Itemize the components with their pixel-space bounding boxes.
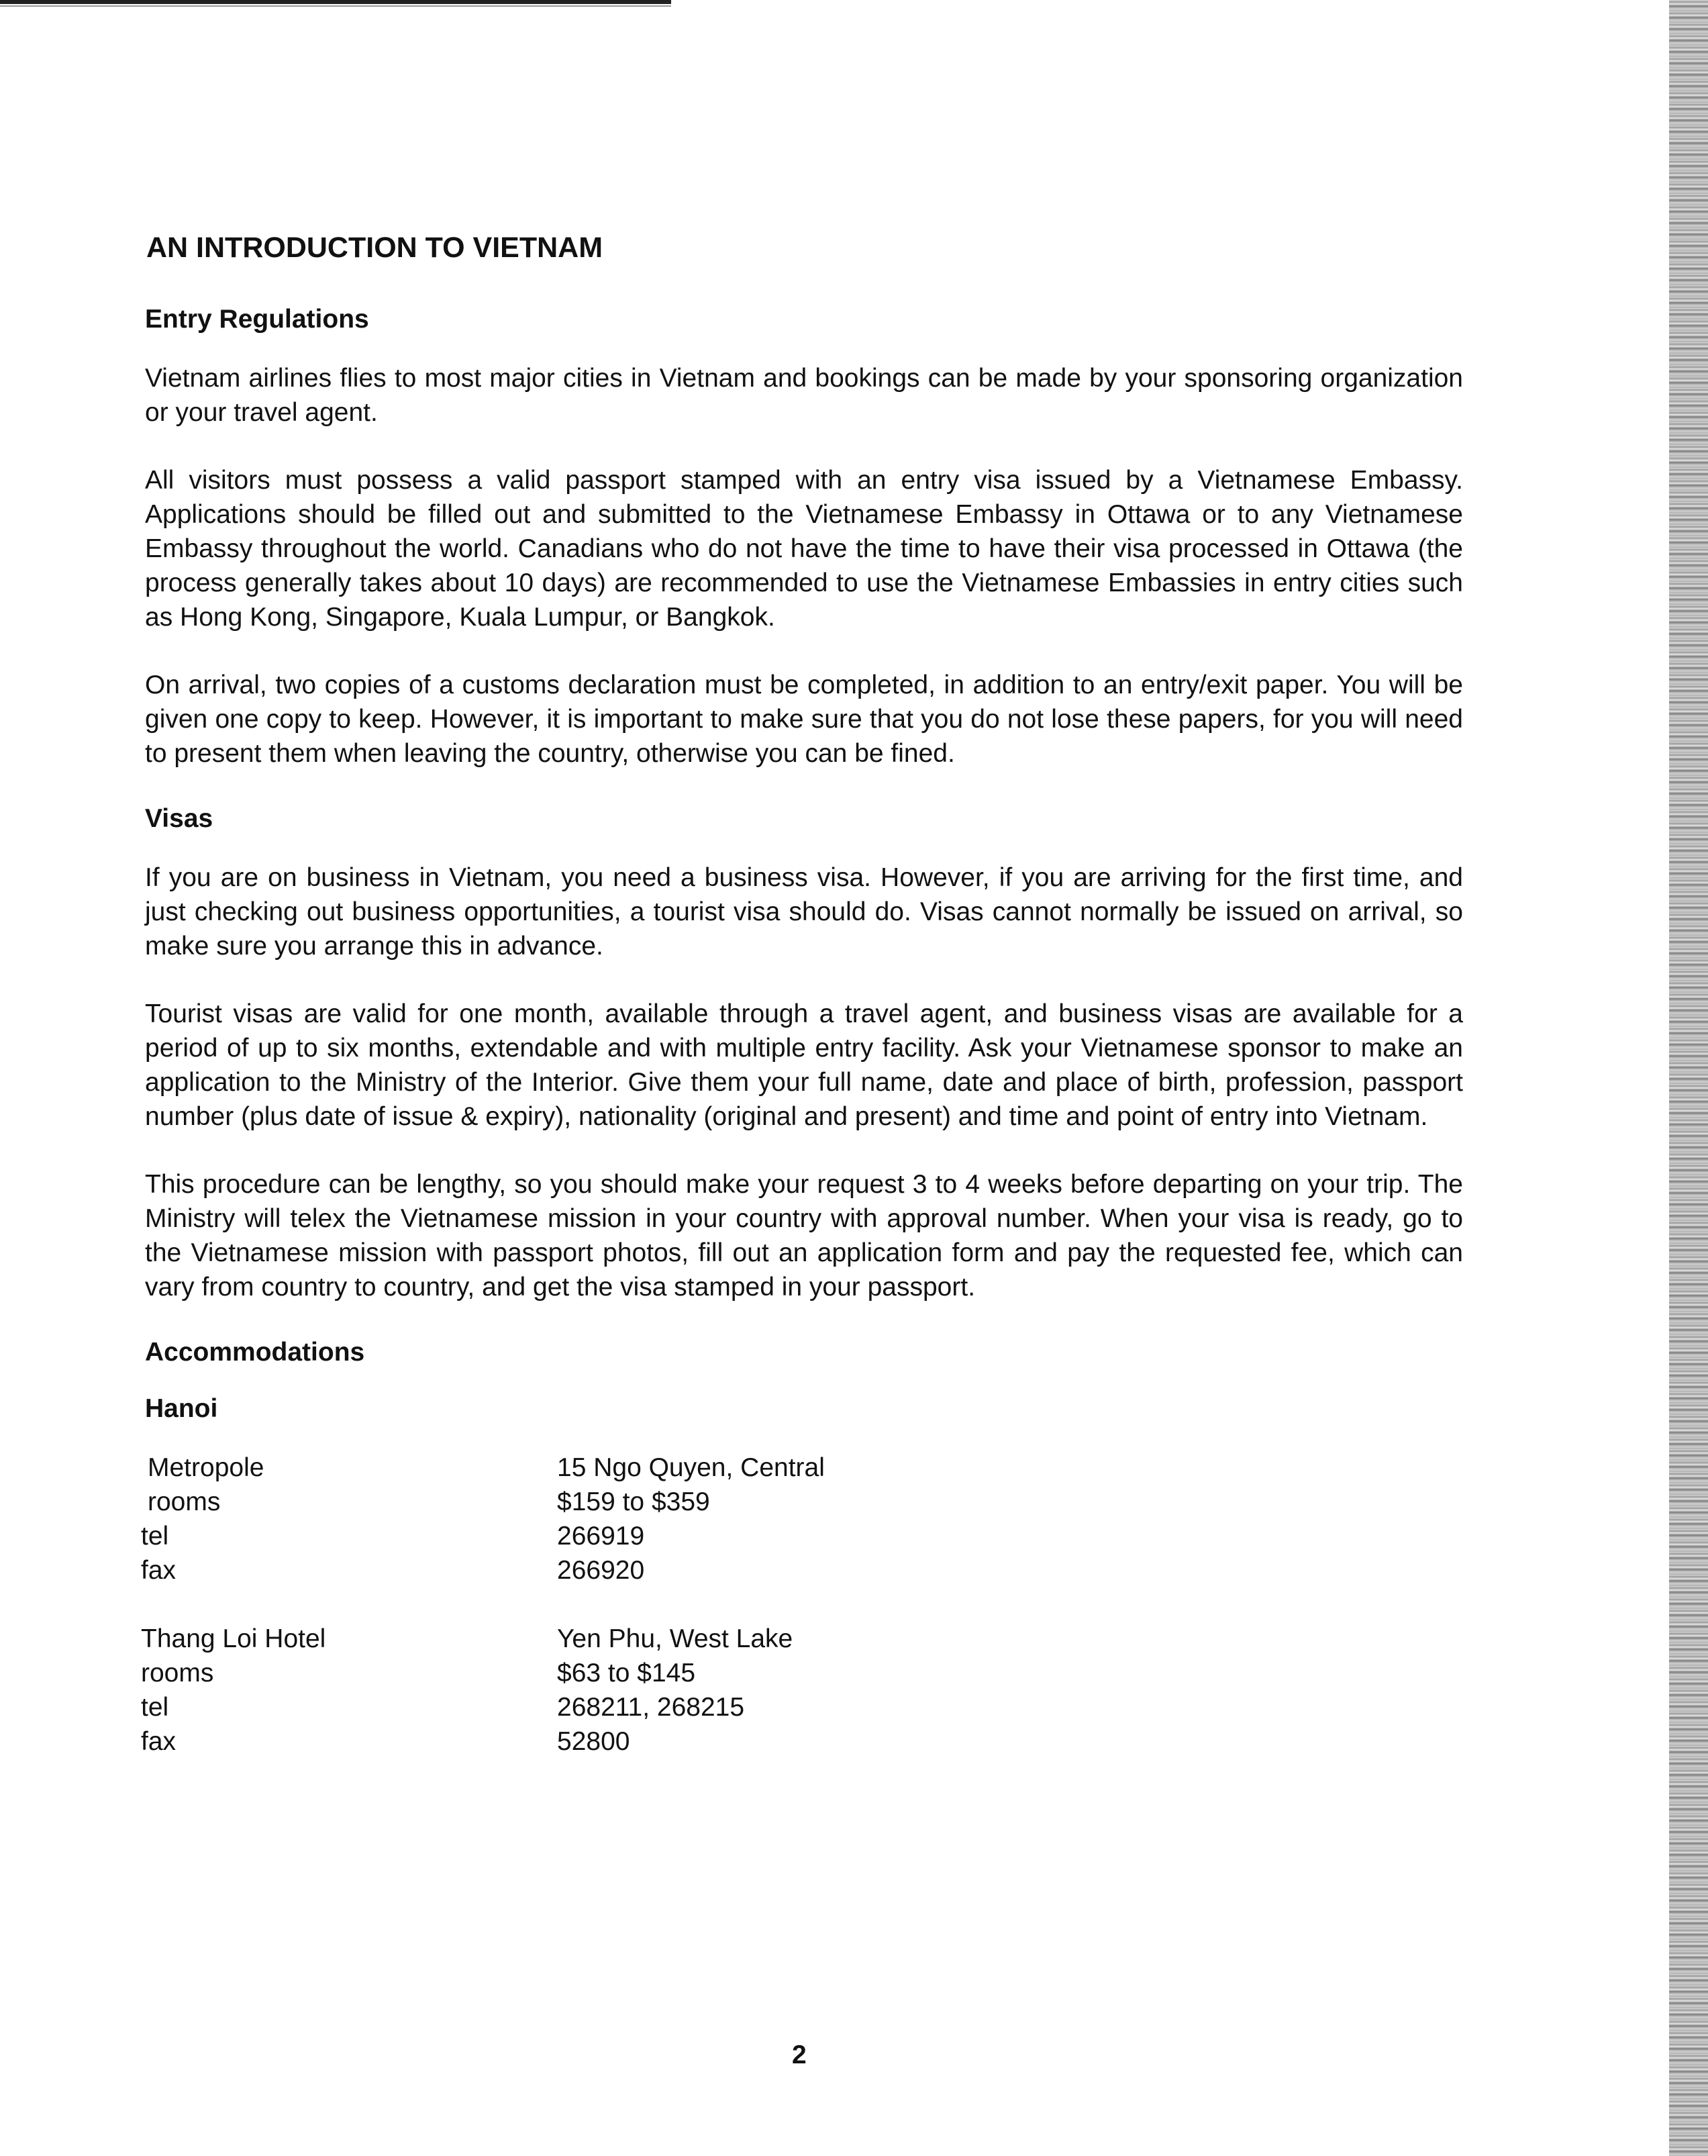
hotel-address: Yen Phu, West Lake xyxy=(557,1624,793,1653)
fax-label: fax xyxy=(141,1727,177,1756)
hotel-name: Thang Loi Hotel xyxy=(141,1624,326,1653)
visas-paragraph: Tourist visas are valid for one month, available through a travel agent, and business visas are available for a period of up to six months, extendable and with multiple entry facility. Ask your Vietnamese sponsor to make an application to the Ministry of the Interior. Give them your full name, date and place of birth, profession, passport number (plus date of issue & expiry), nationality (original and present) and time and point of entry into Vietnam. xyxy=(145,999,1463,1131)
fax-label: fax xyxy=(141,1556,177,1585)
hotel-entry xyxy=(141,1622,1463,1759)
entry-paragraph: Vietnam airlines flies to most major cities in Vietnam and bookings can be made by your sponsoring organization or your travel agent. xyxy=(145,364,1463,427)
accommodations-heading: Accommodations xyxy=(145,1338,365,1367)
fax-value: 266920 xyxy=(557,1556,645,1585)
rooms-value: $159 to $359 xyxy=(557,1487,710,1516)
tel-value: 266919 xyxy=(557,1522,645,1551)
hotel-address: 15 Ngo Quyen, Central xyxy=(557,1453,825,1482)
rooms-label: rooms xyxy=(141,1659,214,1687)
page-title: AN INTRODUCTION TO VIETNAM xyxy=(146,232,603,264)
scan-edge-strip xyxy=(1669,0,1708,2156)
tel-label: tel xyxy=(141,1522,169,1551)
rooms-value: $63 to $145 xyxy=(557,1659,696,1687)
tel-label: tel xyxy=(141,1693,169,1722)
page-content xyxy=(141,232,1463,1793)
entry-regulations-heading: Entry Regulations xyxy=(145,305,369,334)
visas-paragraph: If you are on business in Vietnam, you need a business visa. However, if you are arriving for the first time, and just checking out business opportunities, a tourist visa should do. Visas cannot normally be issued on arrival, so make sure you arrange this in advance. xyxy=(145,863,1463,961)
hotel-entry xyxy=(141,1451,1463,1587)
hotel-name: Metropole xyxy=(148,1453,264,1482)
entry-paragraph: All visitors must possess a valid passport stamped with an entry visa issued by a Vietnamese Embassy. Applications should be filled out and submitted to the Vietnamese Embassy in Ottawa or to any Vietnamese Embassy throughout the world. Canadians who do not have the time to have their visa processed in Ottawa (the process generally takes about 10 days) are recommended to use the Vietnamese Embassies in entry cities such as Hong Kong, Singapore, Kuala Lumpur, or Bangkok. xyxy=(145,466,1463,632)
top-rule xyxy=(0,0,671,4)
visas-paragraph: This procedure can be lengthy, so you should make your request 3 to 4 weeks before departing on your trip. The Ministry will telex the Vietnamese mission in your country with approval number. When your visa is ready, go to the Vietnamese mission with passport photos, fill out an application form and pay the requested fee, which can vary from country to country, and get the visa stamped in your passport. xyxy=(145,1170,1463,1302)
tel-value: 268211, 268215 xyxy=(557,1693,745,1722)
top-rule-thin xyxy=(0,5,671,7)
entry-paragraph: On arrival, two copies of a customs declaration must be completed, in addition to an entry/exit paper. You will be given one copy to keep. However, it is important to make sure that you do not lose these papers, for you will need to present them when leaving the country, otherwise you can be fined. xyxy=(145,671,1463,768)
city-heading: Hanoi xyxy=(145,1394,218,1423)
page-number: 2 xyxy=(792,2041,807,2069)
fax-value: 52800 xyxy=(557,1727,630,1756)
visas-heading: Visas xyxy=(145,804,213,833)
rooms-label: rooms xyxy=(148,1487,221,1516)
